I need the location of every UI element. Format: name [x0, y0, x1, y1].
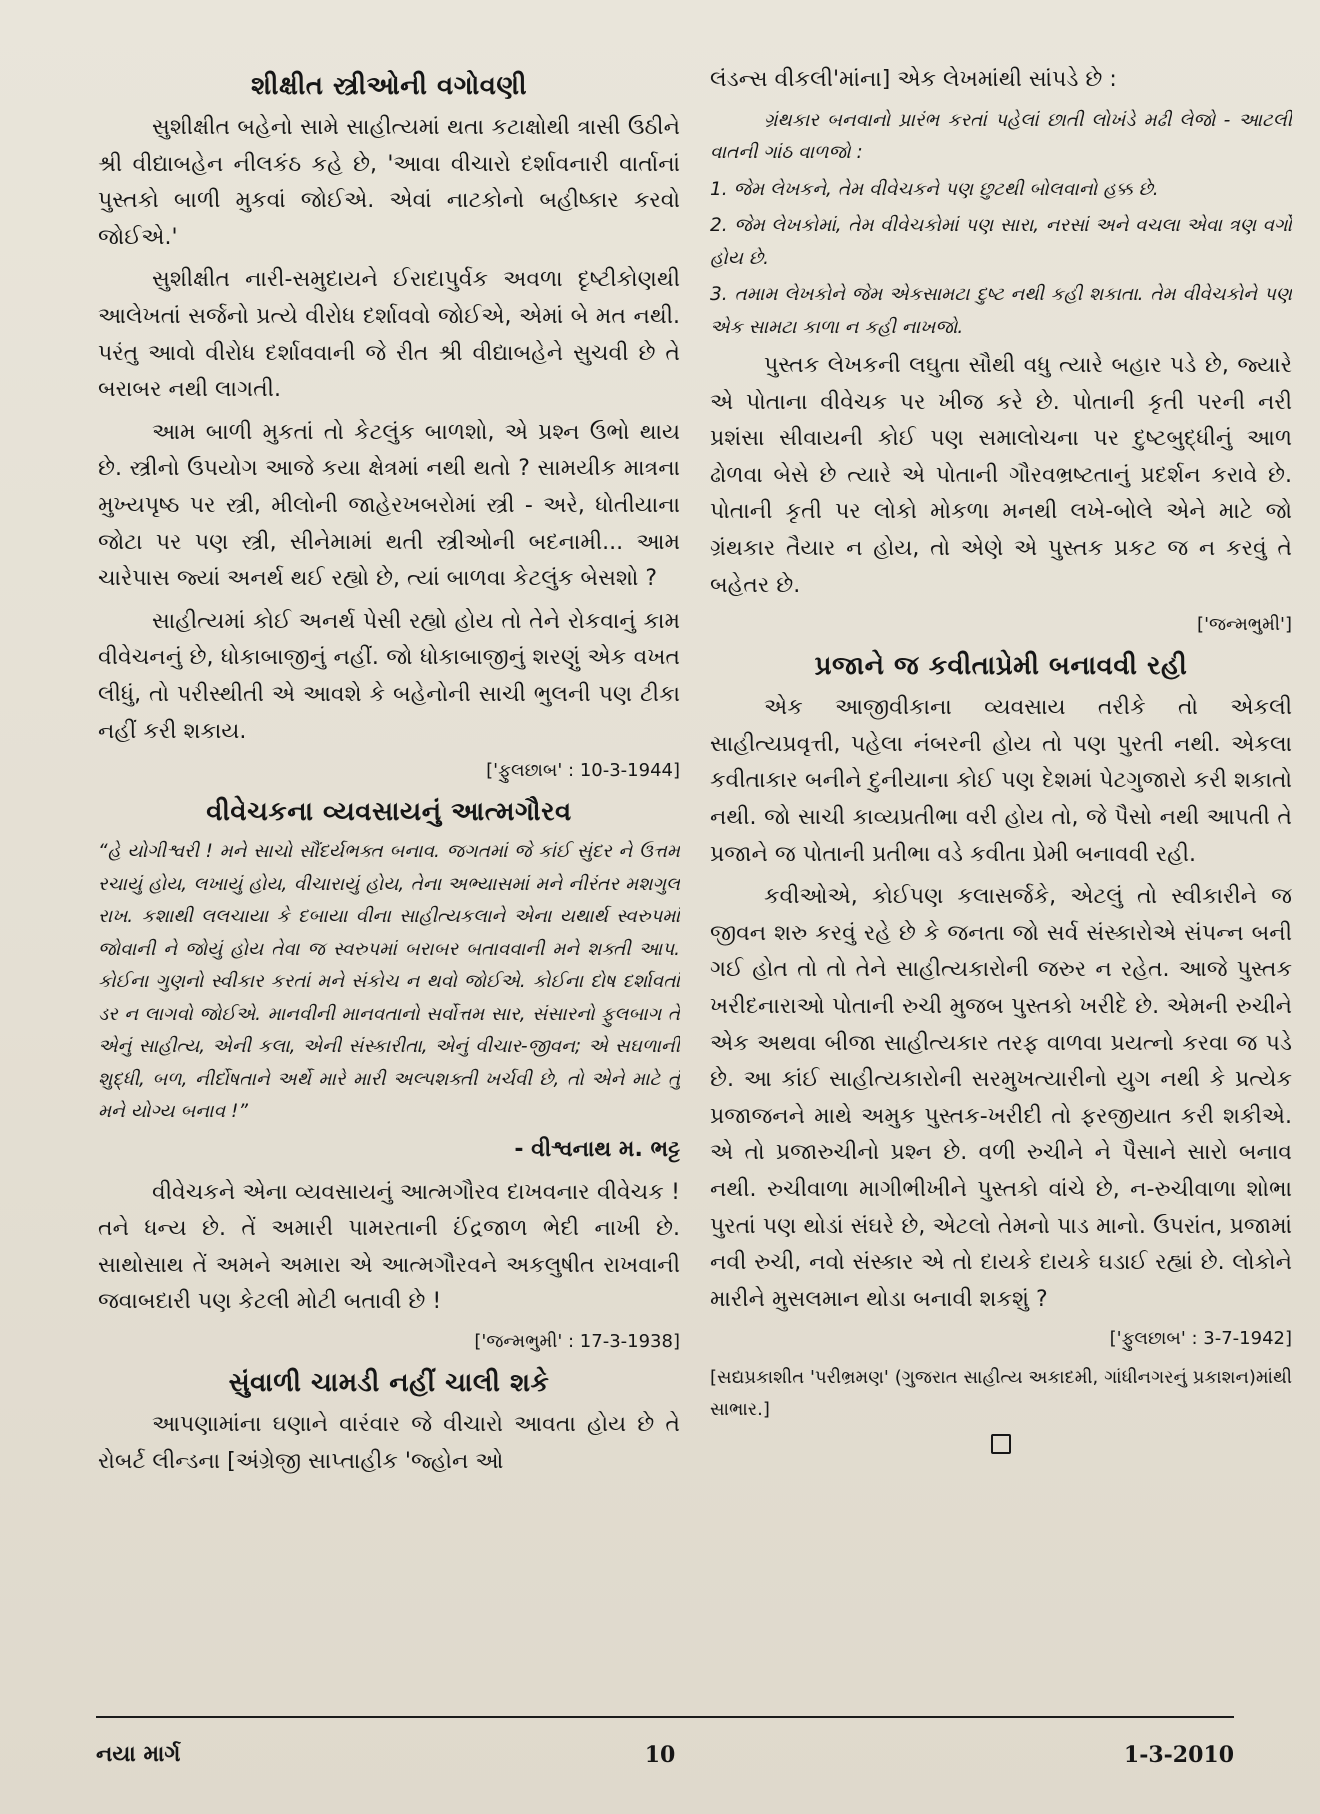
paragraph: એક આજીવીકાના વ્યવસાય તરીકે તો એકલી સાહીત્યપ્રવૃત્તી, પહેલા નંબરની હોય તો પણ પુરતી નથી. એકલા કવીતાકાર બનીને દુનીયાના કોઈ પણ દેશમાં પેટગુજારો કરી શકાતો નથી. જો સાચી કાવ્યપ્રતીભા વરી હોય તો, જે પૈસો નથી આપતી તે પ્રજાને જ પોતાની પ્રતીભા વડે કવીતા પ્રેમી બનાવવી રહી.	[710, 695, 1292, 867]
source-citation: ['ફુલછાબ' : 10-3-1944]	[486, 760, 680, 782]
quote-author: - વીશ્વનાથ મ. ભટ્ટ	[514, 1136, 680, 1162]
paragraph: સાહીત્યમાં કોઈ અનર્થ પેસી રહ્યો હોય તો તેને રોકવાનું કામ વીવેચનનું છે, ધોકાબાજીનું નહીં. જો ધોકાબાજીનું શરણું એક વખત લીધું, તો પરીસ્થીતી એ આવશે કે બહેનોની સાચી ભુલની પણ ટીકા નહીં કરી શકાય.	[98, 608, 680, 744]
paragraph: આમ બાળી મુકતાં તો કેટલુંક બાળશો, એ પ્રશ્ન ઉભો થાય છે. સ્ત્રીનો ઉપયોગ આજે કયા ક્ષેત્રમાં નથી થતો ? સામયીક માત્રના મુખ્યપૃષ્ઠ પર સ્ત્રી, મીલોની જાહેરખબરોમાં સ્ત્રી - અરે, ધોતીયાના જોટા પર પણ સ્ત્રી, સીનેમામાં થતી સ્ત્રીઓની બદનામી... આમ ચારેપાસ જ્યાં અનર્થ થઈ રહ્યો છે, ત્યાં બાળવા કેટલુંક બેસશો ?	[98, 419, 680, 592]
acknowledgement-note: [સદ્યપ્રકાશીત 'પરીભ્રમણ' (ગુજરાત સાહીત્ય અકાદમી, ગાંધીનગરનું પ્રકાશન)માંથી સાભાર.]	[710, 1367, 1292, 1421]
source-citation: ['જન્મભુમી' : 17-3-1938]	[474, 1330, 680, 1352]
section-heading-educated-women: શીક્ષીત સ્ત્રીઓની વગોવણી	[250, 71, 528, 101]
advice-point-1: 1. જેમ લેખકને, તેમ વીવેચકને પણ છુટથી બોલવાનો હક્ક છે.	[710, 178, 1159, 200]
paragraph: આપણામાંના ઘણાને વારંવાર જે વીચારો આવતા હોય છે તે રોબર્ટ લીન્ડના [અંગ્રેજી સાપ્તાહીક 'જ્હોન ઓ	[98, 1411, 680, 1474]
right-column	[710, 62, 1292, 1712]
paragraph: સુશીક્ષીત નારી-સમુદાયને ઈરાદાપુર્વક અવળા દૃષ્ટીકોણથી આલેખતાં સર્જનો પ્રત્યે વીરોધ દર્શાવવો જોઈએ, એમાં બે મત નથી. પરંતુ આવો વીરોધ દર્શાવવાની જે રીત શ્રી વીદ્યાબહેને સુચવી છે તે બરાબર નથી લાગતી.	[98, 267, 680, 403]
advice-point-2: 2. જેમ લેખકોમાં, તેમ વીવેચકોમાં પણ સારા, નરસાં અને વચલા એવા ત્રણ વર્ગો હોય છે.	[710, 215, 1292, 269]
footer-page-number: 10	[644, 1742, 676, 1768]
section-heading-critic-dignity: વીવેચકના વ્યવસાયનું આત્મગૌરવ	[206, 797, 572, 828]
left-column	[98, 62, 680, 1712]
paragraph: પુસ્તક લેખકની લઘુતા સૌથી વધુ ત્યારે બહાર પડે છે, જ્યારે એ પોતાના વીવેચક પર ખીજ કરે છે. પોતાની કૃતી પરની નરી પ્રશંસા સીવાયની કોઈ પણ સમાલોચના પર દુષ્ટબુદ્ધીનું આળ ઢોળવા બેસે છે ત્યારે એ પોતાની ગૌરવભ્રષ્ટતાનું પ્રદર્શન કરાવે છે. પોતાની કૃતી પર લોકો મોકળા મનથી લખે-બોલે એને માટે જો ગ્રંથકાર તૈયાર ન હોય, તો એણે એ પુસ્તક પ્રકટ જ ન કરવું તે બહેતર છે.	[710, 353, 1292, 598]
footer-divider	[96, 1716, 1234, 1718]
paragraph: સુશીક્ષીત બહેનો સામે સાહીત્યમાં થતા કટાક્ષોથી ત્રાસી ઉઠીને શ્રી વીદ્યાબહેન નીલકંઠ કહે છે, 'આવા વીચારો દર્શાવનારી વાર્તાનાં પુસ્તકો બાળી મુકવાં જોઈએ. એવાં નાટકોનો બહીષ્કાર કરવો જોઈએ.'	[98, 115, 680, 250]
source-citation: ['જન્મભુમી']	[1197, 614, 1292, 636]
advice-point-3: 3. તમામ લેખકોને જેમ એકસામટા દુષ્ટ નથી કહી શકાતા. તેમ વીવેચકોને પણ એક સામટા કાળા ન કહી નાખજો.	[710, 284, 1292, 338]
paragraph-continued: લંડન્સ વીકલી'માંના] એક લેખમાંથી સાંપડે છે :	[710, 67, 1117, 92]
end-of-article-icon	[710, 1434, 1292, 1458]
footer-issue-date: 1-3-2010	[1123, 1742, 1234, 1768]
advice-quote: ગ્રંથકાર બનવાનો પ્રારંભ કરતાં પહેલાં છાતી લોખંડે મઢી લેજો - આટલી વાતની ગાંઠ વાળજો :	[710, 109, 1292, 164]
hollow-square-icon	[991, 1434, 1011, 1454]
section-heading-thick-skin: સુંવાળી ચામડી નહીં ચાલી શકે	[228, 1367, 550, 1398]
source-citation: ['ફુલછાબ' : 3-7-1942]	[1109, 1328, 1292, 1350]
paragraph: કવીઓએ, કોઈપણ કલાસર્જકે, એટલું તો સ્વીકારીને જ જીવન શરુ કરવું રહે છે કે જનતા જો સર્વ સંસ્કારોએ સંપન્ન બની ગઈ હોત તો તો તેને સાહીત્યકારોની જરુર ન રહેત. આજે પુસ્તક ખરીદનારાઓ પોતાની રુચી મુજબ પુસ્તકો ખરીદે છે. એમની રુચીને એક અથવા બીજા સાહીત્યકાર તરફ વાળવા પ્રયત્નો કરવા જ પડે છે. આ કાંઈ સાહીત્યકારોની સરમુખત્યારીનો યુગ નથી કે પ્રત્યેક પ્રજાજનને માથે અમુક પુસ્તક-ખરીદી તો ફરજીયાત કરી શકીએ. એ તો પ્રજારુચીનો પ્રશ્ન છે. વળી રુચીને ને પૈસાને સારો બનાવ નથી. રુચીવાળા માગીભીખીને પુસ્તકો વાંચે છે, ન-રુચીવાળા શોભા પુરતાં પણ થોડાં સંઘરે છે, એટલો તેમનો પાડ માનો. ઉપરાંત, પ્રજામાં નવી રુચી, નવો સંસ્કાર એ તો દાયકે દાયકે ઘડાઈ રહ્યાં છે. લોકોને મારીને મુસલમાન થોડા બનાવી શકશું ?	[710, 884, 1292, 1312]
paragraph: વીવેચકને એના વ્યવસાયનું આત્મગૌરવ દાખવનાર વીવેચક ! તને ધન્ય છે. તેં અમારી પામરતાની ઈંદ્રજાળ ભેદી નાખી છે. સાથોસાથ તેં અમને અમારા એ આત્મગૌરવને અકલુષીત રાખવાની જવાબદારી પણ કેટલી મોટી બતાવી છે !	[98, 1179, 680, 1315]
section-heading-poetry-lovers: પ્રજાને જ કવીતાપ્રેમી બનાવવી રહી	[814, 651, 1188, 682]
footer-magazine-name: નયા માર્ગ	[96, 1742, 181, 1767]
prayer-quote: “હે યોગીશ્વરી ! મને સાચો સૌંદર્યભક્ત બનાવ. જગતમાં જે કાંઈ સુંદર ને ઉત્તમ રચાયું હોય, લખાયું હોય, વીચારાયું હોય, તેના અભ્યાસમાં મને નીરંતર મશગુલ રાખ. કશાથી લલચાયા કે દબાયા વીના સાહીત્યકલાને એના યથાર્થ સ્વરુપમાં જોવાની ને જોયું હોય તેવા જ સ્વરુપમાં બરાબર બતાવવાની મને શક્તી આપ. કોઈના ગુણનો સ્વીકાર કરતાં મને સંકોચ ન થવો જોઈએ. કોઈના દોષ દર્શાવતાં ડર ન લાગવો જોઈએ. માનવીની માનવતાનો સર્વોત્તમ સાર, સંસારનો ફુલબાગ તે એનું સાહીત્ય, એની કલા, એની સંસ્કારીતા, એનું વીચાર-જીવન; એ સઘળાની શુદ્ધી, બળ, નીર્દોષતાને અર્થે મારે મારી અલ્પશક્તી ખર્ચવી છે, તો એને માટે તું મને યોગ્ય બનાવ !”	[98, 841, 680, 1123]
